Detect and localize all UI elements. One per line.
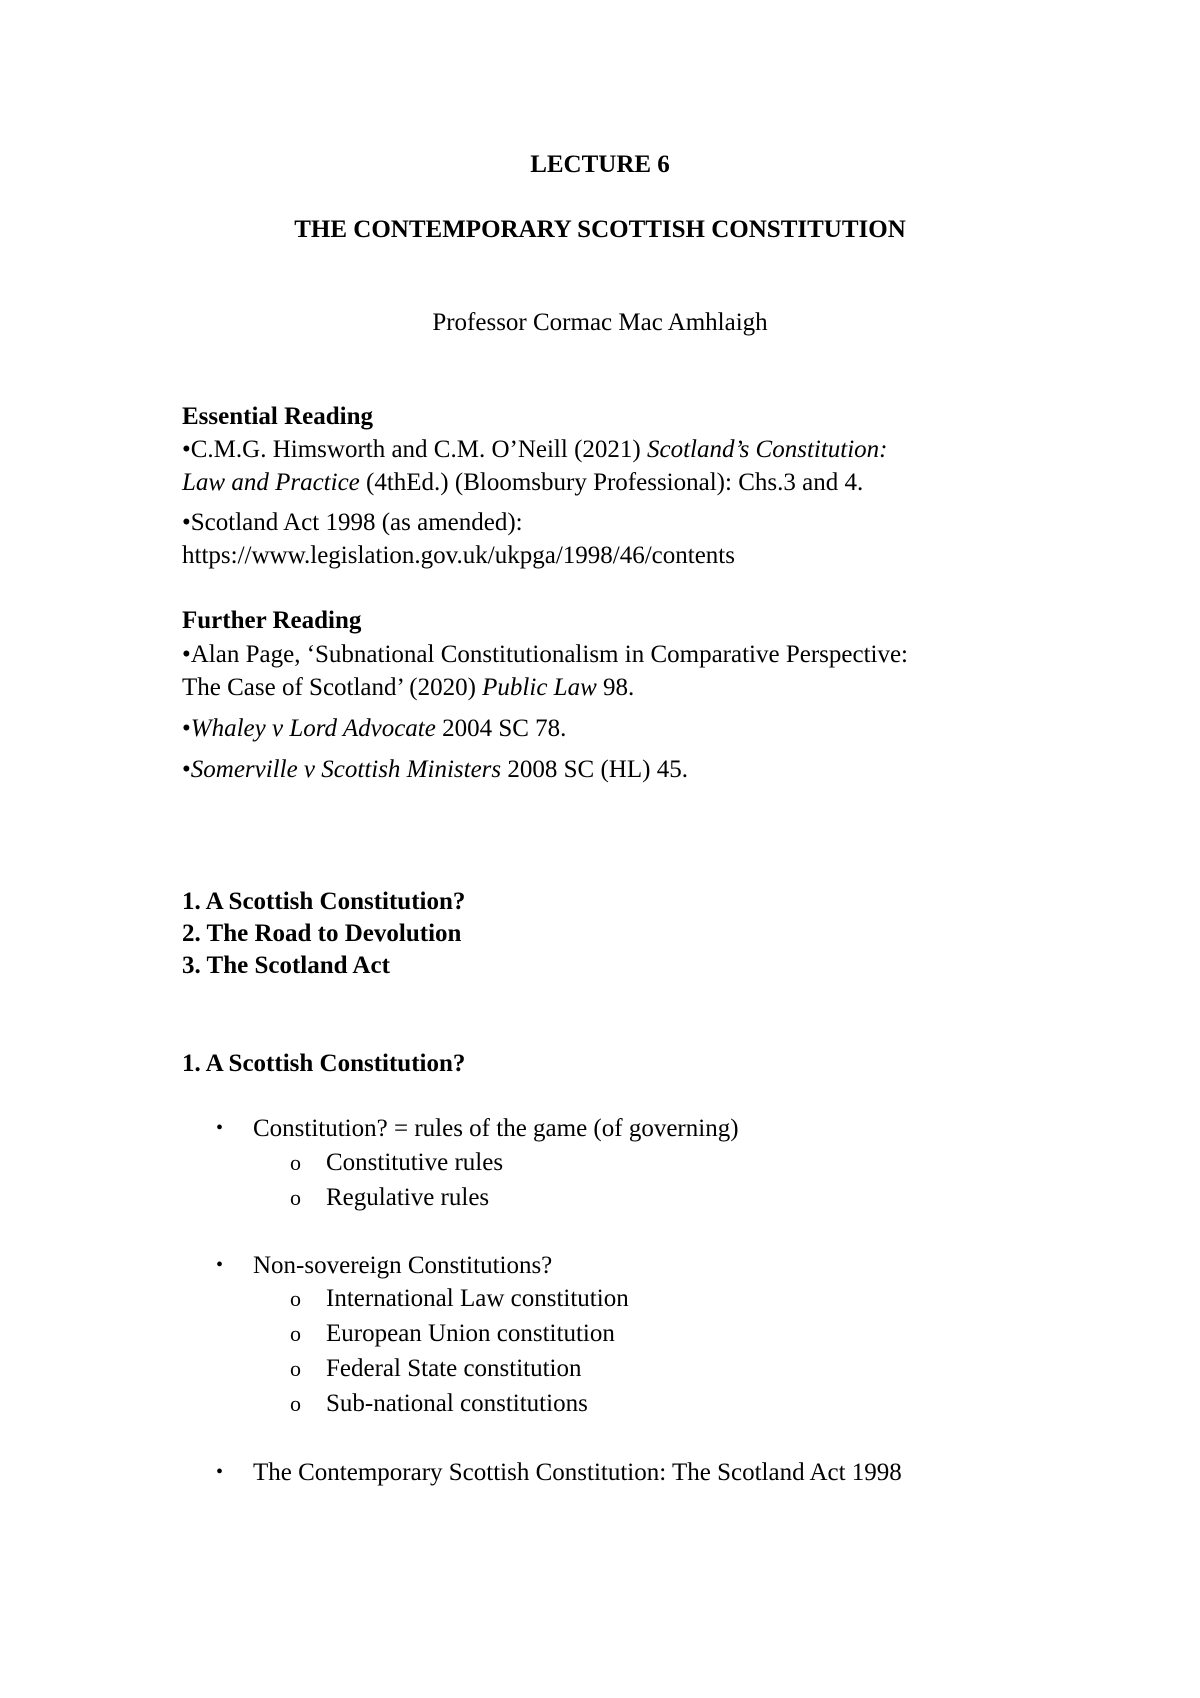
bullet-icon: • [216, 1254, 224, 1276]
case-name-italic: Whaley v Lord Advocate [190, 715, 436, 742]
further-reading-item-3 [182, 757, 688, 782]
sub-bullet-icon: o [290, 1356, 301, 1381]
sub-bullet-icon: o [290, 1286, 301, 1311]
further-reading-item-1-line-1: •Alan Page, ‘Subnational Constitutionalism in Comparative Perspective: [182, 641, 909, 668]
bullet-icon: • [182, 756, 191, 783]
reading-title-italic: Law and Practice [182, 469, 360, 496]
sub-bullet-item: European Union constitution [326, 1320, 615, 1347]
case-citation: 2008 SC (HL) 45. [501, 756, 688, 783]
author: Professor Cormac Mac Amhlaigh [432, 309, 768, 336]
legislation-link[interactable]: https://www.legislation.gov.uk/ukpga/1998/46/contents [182, 542, 735, 569]
outline-item-1: 1. A Scottish Constitution? [182, 888, 466, 915]
bullet-icon: • [216, 1461, 224, 1483]
essential-reading-item-2-line-1: •Scotland Act 1998 (as amended): [182, 509, 523, 536]
essential-reading-item-1-line-1 [182, 437, 888, 462]
sub-bullet-icon: o [290, 1185, 301, 1210]
case-citation: 2004 SC 78. [435, 715, 567, 742]
section-1-heading: 1. A Scottish Constitution? [182, 1050, 466, 1077]
reading-text: The Case of Scotland’ (2020) [182, 674, 483, 701]
sub-bullet-icon: o [290, 1150, 301, 1175]
sub-bullet-item: Regulative rules [326, 1184, 490, 1211]
reading-text: •C.M.G. Himsworth and C.M. O’Neill (2021) [182, 436, 647, 463]
bullet-icon: • [216, 1117, 224, 1139]
essential-reading-heading: Essential Reading [182, 403, 374, 430]
further-reading-heading: Further Reading [182, 607, 362, 634]
bullet-item-1: Constitution? = rules of the game (of governing) [253, 1115, 739, 1142]
essential-reading-item-1-line-2 [182, 470, 863, 495]
outline-item-3: 3. The Scotland Act [182, 952, 390, 979]
lecture-number: LECTURE 6 [530, 151, 670, 178]
outline-item-2: 2. The Road to Devolution [182, 920, 462, 947]
lecture-title: THE CONTEMPORARY SCOTTISH CONSTITUTION [294, 216, 906, 243]
reading-text: 98. [596, 674, 635, 701]
sub-bullet-item: Constitutive rules [326, 1149, 504, 1176]
bullet-item-2: Non-sovereign Constitutions? [253, 1252, 553, 1279]
case-name-italic: Somerville v Scottish Ministers [190, 756, 502, 783]
further-reading-item-2 [182, 716, 566, 741]
sub-bullet-item: Sub-national constitutions [326, 1390, 588, 1417]
bullet-item-3: The Contemporary Scottish Constitution: The Scotland Act 1998 [253, 1459, 902, 1486]
sub-bullet-icon: o [290, 1321, 301, 1346]
reading-title-italic: Public Law [482, 674, 597, 701]
sub-bullet-item: Federal State constitution [326, 1355, 582, 1382]
reading-title-italic: Scotland’s Constitution: [646, 436, 888, 463]
sub-bullet-icon: o [290, 1391, 301, 1416]
reading-text: (4thEd.) (Bloomsbury Professional): Chs.3 and 4. [359, 469, 864, 496]
further-reading-item-1-line-2 [182, 675, 634, 700]
bullet-icon: • [182, 715, 191, 742]
sub-bullet-item: International Law constitution [326, 1285, 629, 1312]
